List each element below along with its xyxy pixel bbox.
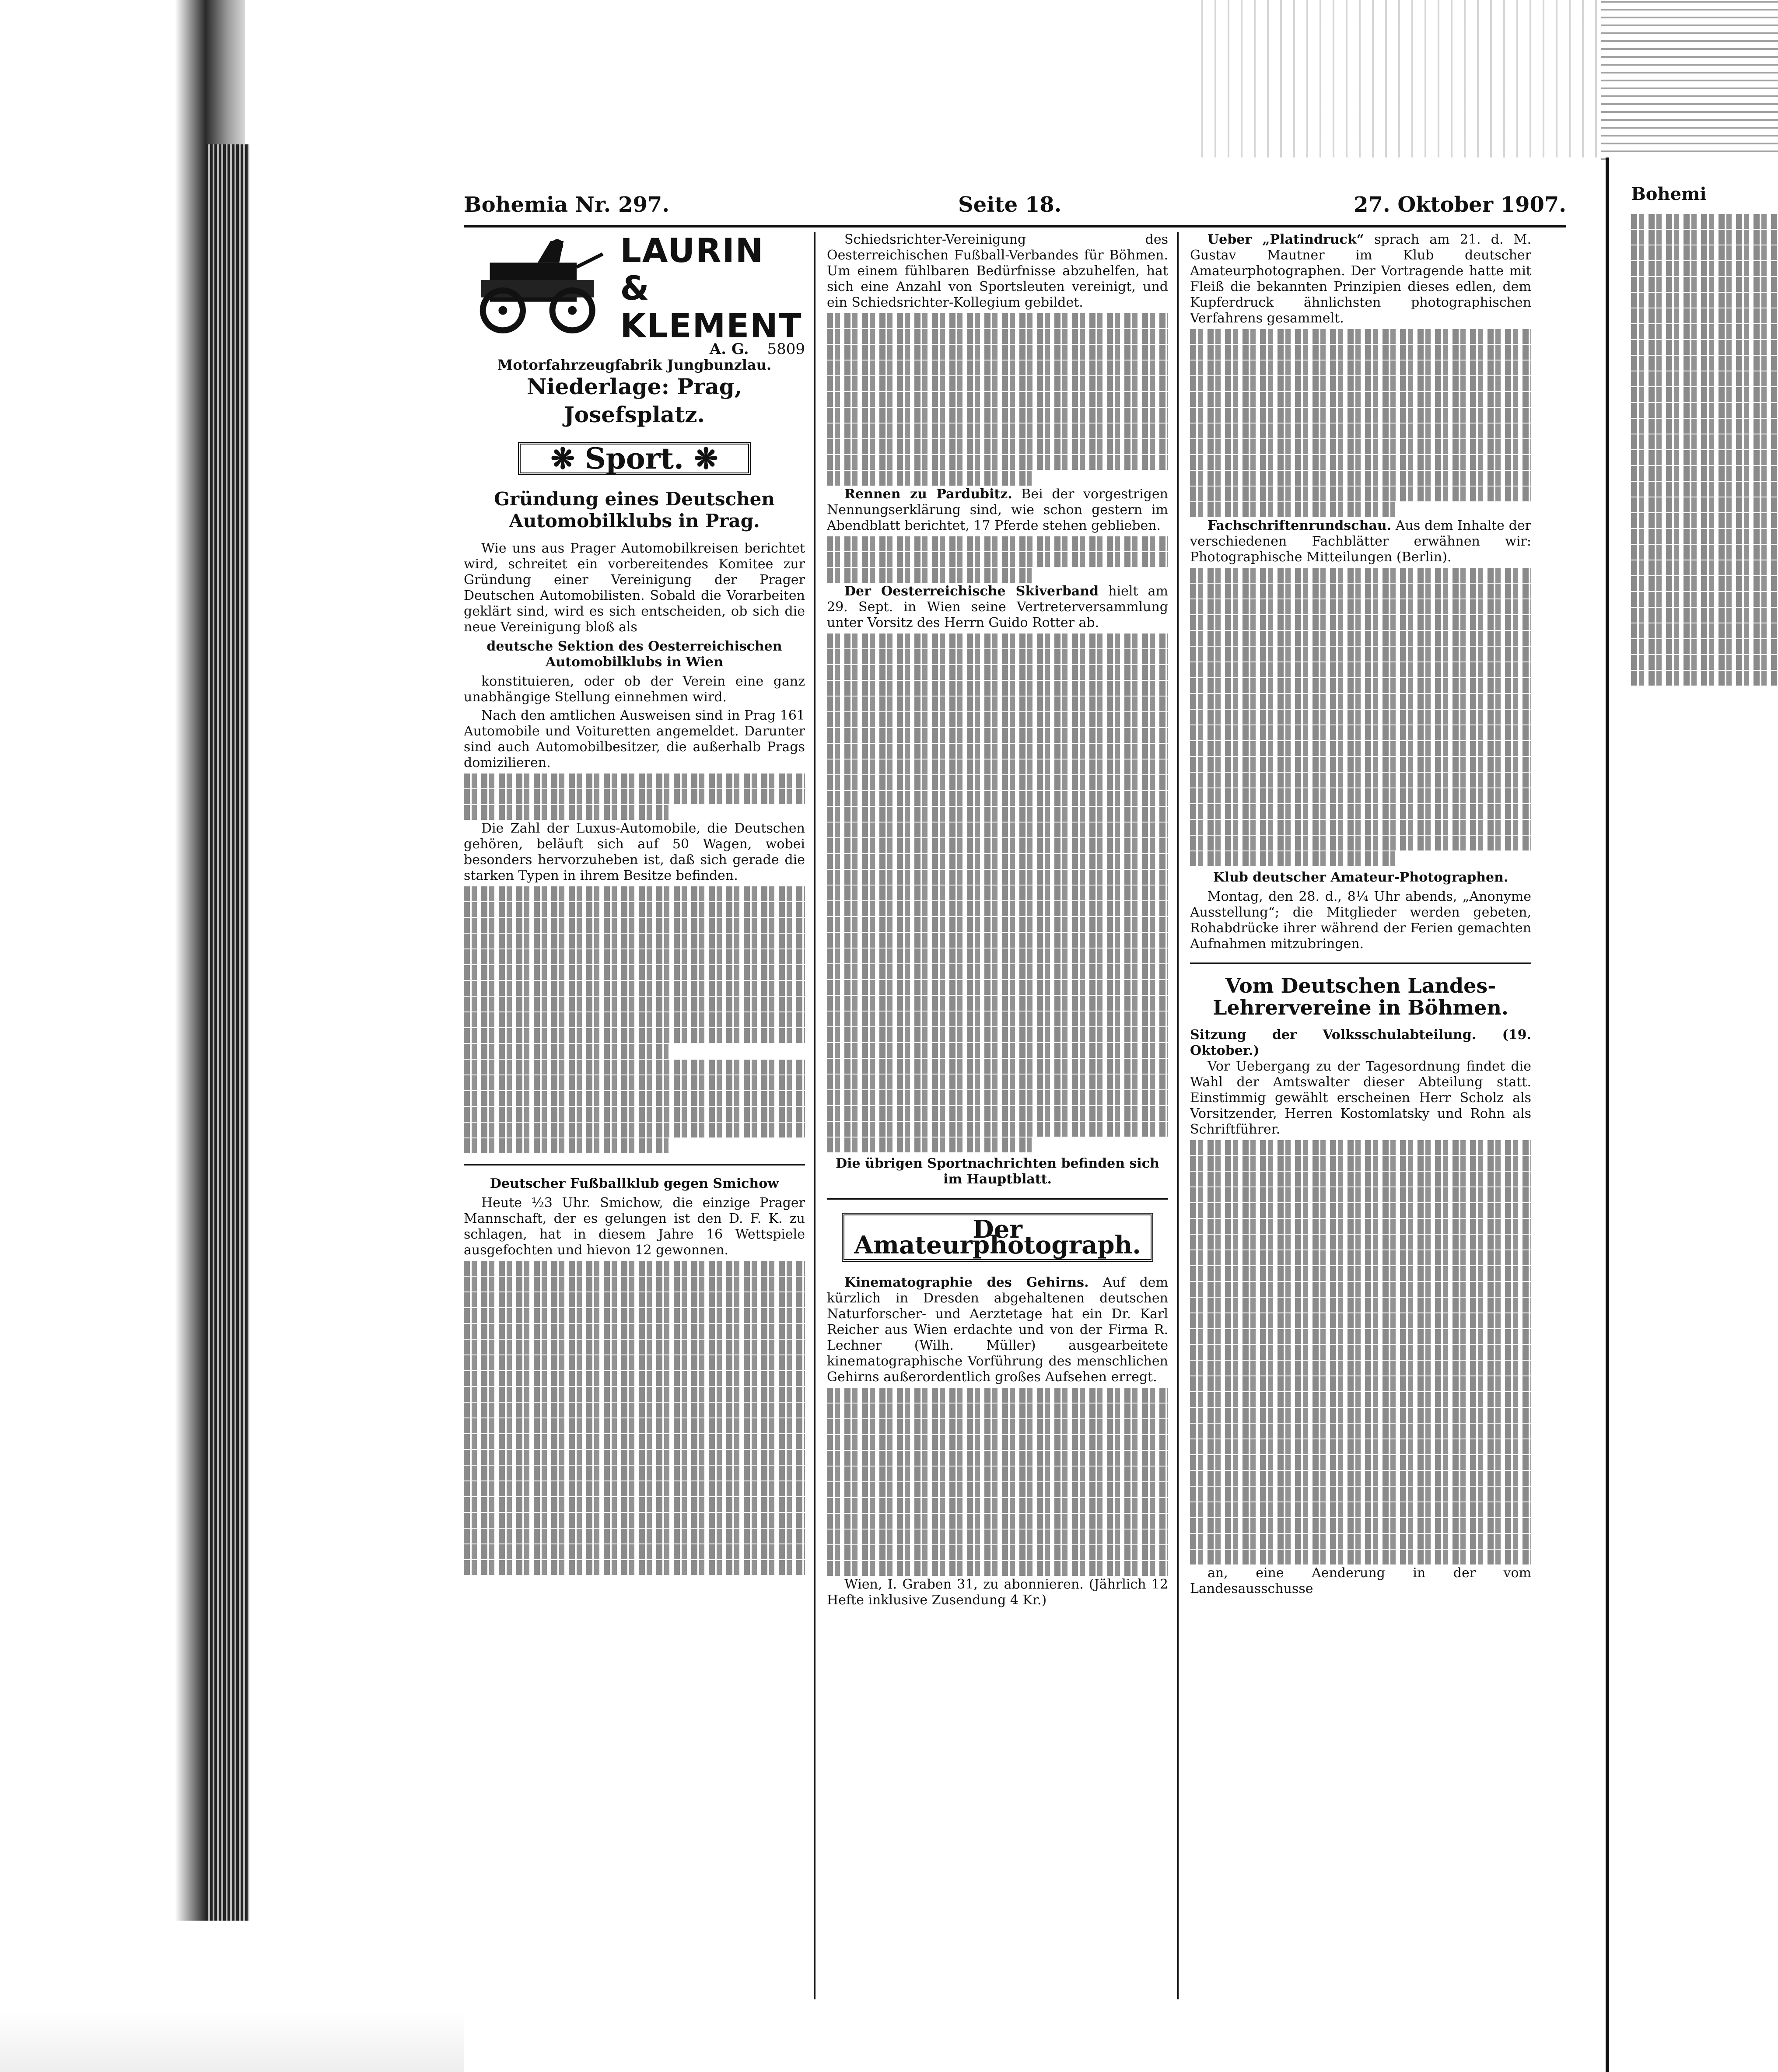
text-line xyxy=(1631,466,1778,481)
text-line xyxy=(1190,1534,1531,1549)
platin-headline: Ueber „Platindruck“ xyxy=(1208,232,1364,247)
text-line xyxy=(464,1261,805,1276)
text-line xyxy=(464,1466,805,1480)
text-line xyxy=(1190,1345,1531,1360)
article-paragraph: Schiedsrichter-Vereinigung des Oesterreichischen Fußball-Verbandes für Böhmen. Um einem fühlbaren Bedürfnisse abzuhelfen, hat sich eine Anzahl von Sportsleuten vereinigt, und ein Schiedsrichter-Kollegium gebildet. xyxy=(827,232,1168,310)
text-line xyxy=(464,1075,805,1090)
text-line xyxy=(1190,486,1531,501)
text-line xyxy=(464,1308,805,1323)
journals-headline: Fachschriftenrundschau. xyxy=(1208,518,1392,533)
text-line xyxy=(827,649,1168,664)
text-line xyxy=(464,1292,805,1307)
text-line xyxy=(1631,293,1778,308)
text-line xyxy=(827,360,1168,375)
ad-number: 5809 xyxy=(767,340,805,358)
text-line xyxy=(827,870,1168,885)
race-text: Bei der vorgestrigen Nennungserklärung sind, wie schon gestern im Abendblatt berichtet, 17 Pferde stehen geblieben. xyxy=(827,486,1168,533)
article-headline: Gründung eines Deutschen Automobilklubs in Prag. xyxy=(494,488,775,532)
text-line xyxy=(827,948,1168,963)
section-title-text: Sport. xyxy=(584,441,684,476)
text-line xyxy=(827,1561,1168,1576)
text-line xyxy=(827,376,1168,391)
text-line xyxy=(464,1418,805,1433)
text-line xyxy=(464,1028,805,1043)
text-line xyxy=(1631,277,1778,292)
text-line xyxy=(827,313,1168,328)
text-line xyxy=(1190,1376,1531,1391)
text-line xyxy=(827,1419,1168,1434)
text-line xyxy=(1190,1329,1531,1344)
text-line xyxy=(1190,1266,1531,1281)
text-line xyxy=(1190,1282,1531,1297)
text-line xyxy=(1190,1471,1531,1486)
article-paragraph: Wie uns aus Prager Automobilkreisen berichtet wird, schreitet ein vorbereitendes Komitee zur Gründung einer Vereinigung der Prager Deutschen Automobilisten. Sobald die Vorarbeiten geklärt sind, wird es sich entscheiden, ob sich die neue Vereinigung bloß als xyxy=(464,541,805,635)
text-line xyxy=(1190,1361,1531,1376)
column-divider xyxy=(1177,232,1179,1999)
text-line xyxy=(827,696,1168,711)
text-line xyxy=(1190,1203,1531,1218)
text-line xyxy=(1190,408,1531,423)
text-line xyxy=(1631,513,1778,528)
text-line xyxy=(827,886,1168,900)
text-line xyxy=(464,1387,805,1402)
text-line xyxy=(464,886,805,901)
text-line xyxy=(827,917,1168,932)
newspaper-page xyxy=(464,188,1566,2061)
text-line xyxy=(1631,340,1778,355)
text-line xyxy=(1190,631,1531,646)
teachers-headline: Vom Deutschen Landes-Lehrervereine in Böhmen. xyxy=(1213,974,1508,1019)
text-line xyxy=(827,1388,1168,1403)
text-line xyxy=(827,1074,1168,1089)
text-line xyxy=(464,965,805,980)
text-line xyxy=(464,902,805,917)
article-subhead: deutsche Sektion des Oesterreichischen Automobilklubs in Wien xyxy=(486,639,782,670)
text-line xyxy=(464,805,668,820)
text-line xyxy=(1631,576,1778,591)
text-line xyxy=(464,1138,668,1153)
section-title-amateurphotograph xyxy=(842,1213,1153,1262)
text-line xyxy=(827,1498,1168,1513)
text-line xyxy=(1190,439,1531,454)
text-line xyxy=(827,854,1168,869)
text-line xyxy=(1190,788,1531,803)
text-line xyxy=(1190,694,1531,709)
text-line xyxy=(1190,773,1531,788)
text-line xyxy=(1631,245,1778,260)
text-line xyxy=(464,1340,805,1354)
text-line xyxy=(827,712,1168,727)
text-line xyxy=(827,728,1168,743)
article-paragraph: an, eine Aenderung in der vom Landesausschusse xyxy=(1190,1565,1531,1596)
platin-text: sprach am 21. d. M. Gustav Mautner im Klub deutscher Amateurphotographen. Der Vortragende hatte mit Fleiß die bekannten Prinzipien dieses edlen, dem Kupferdruck ähnlichsten photographischen Verfahrens gesammelt. xyxy=(1190,232,1531,326)
text-line xyxy=(464,1123,805,1138)
text-line xyxy=(827,329,1168,344)
text-line xyxy=(464,1403,805,1418)
text-line xyxy=(1631,608,1778,623)
ad-outlet: Niederlage: Prag, Josefsplatz. xyxy=(526,374,742,427)
text-line xyxy=(464,981,805,996)
text-line xyxy=(1631,671,1778,686)
text-line xyxy=(827,1012,1168,1026)
adjacent-page-body xyxy=(1609,204,1778,686)
text-line xyxy=(827,1482,1168,1497)
text-line xyxy=(1190,1502,1531,1517)
text-line xyxy=(1631,592,1778,607)
text-line xyxy=(827,634,1168,648)
ski-text: hielt am 29. Sept. in Wien seine Vertreterversammlung unter Vorsitz des Herrn Guido Rotter ab. xyxy=(827,584,1168,630)
text-line xyxy=(1190,804,1531,819)
ornament-icon: ❋ xyxy=(550,441,585,476)
text-line xyxy=(1631,214,1778,229)
text-line xyxy=(1190,376,1531,391)
text-line xyxy=(1190,757,1531,772)
text-line xyxy=(1631,387,1778,402)
text-line xyxy=(827,408,1168,423)
separator xyxy=(464,1164,805,1166)
race-headline: Rennen zu Pardubitz. xyxy=(844,486,1012,502)
text-line xyxy=(1190,851,1395,866)
text-line xyxy=(827,552,1168,567)
issue-date: 27. Oktober 1907. xyxy=(1354,192,1566,217)
text-line xyxy=(464,1371,805,1386)
text-line xyxy=(827,933,1168,948)
text-line xyxy=(1190,1156,1531,1171)
text-line xyxy=(1190,471,1531,486)
text-line xyxy=(1631,230,1778,245)
text-line xyxy=(464,1091,805,1106)
text-line xyxy=(1190,1487,1531,1502)
text-line xyxy=(1190,1172,1531,1186)
text-line xyxy=(827,681,1168,696)
text-line xyxy=(1190,502,1395,517)
kinema-headline: Kinematographie des Gehirns. xyxy=(844,1275,1089,1290)
page-header xyxy=(464,188,1566,223)
text-line xyxy=(827,1530,1168,1544)
text-line xyxy=(1631,371,1778,386)
text-line xyxy=(1631,655,1778,670)
text-line xyxy=(1190,710,1531,724)
text-line xyxy=(464,1355,805,1370)
text-line xyxy=(1631,434,1778,449)
club-text: Montag, den 28. d., 8¼ Uhr abends, „Anonyme Ausstellung“; die Mitglieder werden gebeten, Rohabdrücke ihrer während der Ferien gemachten Aufnahmen mitzubringen. xyxy=(1190,889,1531,952)
kinema-text: Auf dem kürzlich in Dresden abgehaltenen deutschen Naturforscher- und Aerztetage hat ein Dr. Karl Reicher aus Wien erdachte und von der Firma R. Lechner (Wilh. Müller) ausgearbeitete kinematographische Vorführung des menschlichen Gehirns außerordentlich großes Aufsehen erregt. xyxy=(827,1275,1168,1385)
text-line xyxy=(1631,639,1778,654)
scan-artifact-right xyxy=(1601,0,1778,166)
text-line xyxy=(827,1138,1032,1152)
football-headline: Deutscher Fußballklub gegen Smichow xyxy=(490,1176,779,1191)
text-line xyxy=(827,980,1168,995)
text-line xyxy=(1631,403,1778,418)
text-line xyxy=(1190,455,1531,470)
text-line xyxy=(1631,623,1778,638)
text-line xyxy=(827,392,1168,407)
text-line xyxy=(464,1560,805,1575)
text-line xyxy=(827,744,1168,759)
text-line xyxy=(464,1450,805,1465)
text-line xyxy=(1190,1518,1531,1533)
text-line xyxy=(1190,584,1531,598)
article-paragraph: konstituieren, oder ob der Verein eine ganz unabhängige Stellung einnehmen wird. xyxy=(464,674,805,705)
text-line xyxy=(1631,356,1778,371)
column-1 xyxy=(464,232,805,1995)
text-line xyxy=(1190,1424,1531,1438)
text-line xyxy=(827,1466,1168,1481)
text-line xyxy=(464,949,805,964)
text-line xyxy=(827,996,1168,1011)
text-line xyxy=(464,1529,805,1544)
text-line xyxy=(827,760,1168,774)
text-line xyxy=(1190,1313,1531,1328)
text-line xyxy=(827,536,1168,551)
text-line xyxy=(464,1107,805,1122)
adjacent-page xyxy=(1606,158,1778,2072)
text-line xyxy=(827,345,1168,360)
text-line xyxy=(464,918,805,933)
text-line xyxy=(1190,1298,1531,1312)
text-line xyxy=(827,1545,1168,1560)
text-line xyxy=(827,1435,1168,1450)
text-line xyxy=(827,1027,1168,1042)
ad-factory: Motorfahrzeugfabrik Jungbunzlau. xyxy=(497,357,772,373)
text-line xyxy=(1190,725,1531,740)
brand-name xyxy=(620,232,805,345)
text-line xyxy=(827,1514,1168,1529)
text-line xyxy=(827,775,1168,790)
text-line xyxy=(1631,482,1778,497)
text-line xyxy=(827,791,1168,806)
article-paragraph: Nach den amtlichen Ausweisen sind in Prag 161 Automobile und Voituretten angemeldet. Darunter sind auch Automobilbesitzer, die außerhalb Prags domizilieren. xyxy=(464,708,805,770)
text-line xyxy=(464,1513,805,1528)
text-line xyxy=(827,1122,1168,1137)
text-line xyxy=(1190,1455,1531,1470)
advertisement-laurin-klement xyxy=(464,232,805,429)
column-2 xyxy=(827,232,1168,1995)
text-line xyxy=(1631,529,1778,544)
text-line xyxy=(827,439,1168,454)
paper-name-issue: Bohemia Nr. 297. xyxy=(464,192,669,217)
page-edges xyxy=(206,144,249,1921)
text-line xyxy=(1190,1550,1531,1564)
club-headline: Klub deutscher Amateur-Photographen. xyxy=(1213,870,1508,885)
text-line xyxy=(1190,1235,1531,1250)
text-line xyxy=(827,471,1032,486)
article-paragraph: Heute ½3 Uhr. Smichow, die einzige Prager Mannschaft, der es gelungen ist den D. F. K. zu schlagen, hat in diesem Jahre 16 Wettspiele ausgefochten und hievon 12 gewonnen. xyxy=(464,1195,805,1258)
car-illustration-icon xyxy=(464,232,620,337)
brand-line-1: LAURIN & xyxy=(620,232,764,308)
text-line xyxy=(827,1451,1168,1466)
text-line xyxy=(827,1043,1168,1058)
article-paragraph: Die Zahl der Luxus-Automobile, die Deutschen gehören, beläuft sich auf 50 Wagen, wobei besonders hervorzuheben ist, daß sich gerade die starken Typen in ihrem Besitze befinden. xyxy=(464,821,805,883)
brand-line-2: KLEMENT xyxy=(620,306,802,345)
text-line xyxy=(464,1324,805,1339)
text-line xyxy=(827,568,1032,583)
ad-ag: A. G. xyxy=(709,340,749,358)
text-line xyxy=(827,455,1168,470)
text-line xyxy=(827,807,1168,822)
text-line xyxy=(464,1277,805,1292)
text-line xyxy=(1190,836,1531,850)
adjacent-page-header: Bohemi xyxy=(1631,184,1707,204)
column-3 xyxy=(1190,232,1531,1995)
section-title-text: Der Amateurphotograph. xyxy=(854,1215,1141,1260)
scan-artifact-top xyxy=(1190,0,1606,158)
column-divider xyxy=(814,232,816,1999)
ski-headline: Der Oesterreichische Skiverband xyxy=(844,584,1099,599)
text-line xyxy=(1190,424,1531,438)
text-line xyxy=(1190,1140,1531,1155)
text-line xyxy=(1631,450,1778,465)
scan-margin xyxy=(0,1921,464,2072)
text-line xyxy=(1190,678,1531,693)
text-line xyxy=(1190,329,1531,344)
text-line xyxy=(827,1090,1168,1105)
text-line xyxy=(1190,568,1531,583)
separator xyxy=(827,1198,1168,1200)
text-line xyxy=(1631,308,1778,323)
journals-text: Aus dem Inhalte der verschiedenen Fachblätter erwähnen wir: Photographische Mitteilungen (Berlin). xyxy=(1190,518,1531,565)
text-line xyxy=(1190,1439,1531,1454)
article-paragraph: Wien, I. Graben 31, zu abonnieren. (Jährlich 12 Hefte inklusive Zusendung 4 Kr.) xyxy=(827,1577,1168,1608)
text-line xyxy=(1190,1392,1531,1407)
text-line xyxy=(827,822,1168,837)
text-line xyxy=(464,997,805,1012)
text-line xyxy=(827,901,1168,916)
section-title-sport xyxy=(518,442,751,475)
session-headline: Sitzung der Volksschulabteilung. (19. Oktober.) xyxy=(1190,1027,1531,1058)
text-line xyxy=(827,1059,1168,1074)
text-line xyxy=(1190,741,1531,756)
text-line xyxy=(1190,1187,1531,1202)
text-line xyxy=(827,1106,1168,1121)
text-line xyxy=(464,1012,805,1027)
text-line xyxy=(1190,360,1531,375)
text-line xyxy=(464,774,805,788)
session-text: Vor Uebergang zu der Tagesordnung findet die Wahl der Amtswalter dieser Abteilung statt. Einstimmig gewählt erscheinen Herr Scholz als Vorsitzender, Herren Kostomlatsky und Rohn als Schriftführer. xyxy=(1190,1059,1531,1137)
text-line xyxy=(464,934,805,948)
text-line xyxy=(827,1404,1168,1418)
text-line xyxy=(1631,324,1778,339)
text-line xyxy=(1631,560,1778,575)
text-line xyxy=(1631,419,1778,434)
text-line xyxy=(464,1544,805,1559)
text-line xyxy=(1190,599,1531,614)
separator xyxy=(1190,962,1531,964)
text-line xyxy=(1190,820,1531,835)
text-line xyxy=(1190,647,1531,662)
text-line xyxy=(464,1060,805,1074)
text-line xyxy=(827,424,1168,438)
text-line xyxy=(464,1434,805,1449)
text-line xyxy=(827,665,1168,680)
text-line xyxy=(827,964,1168,979)
text-line xyxy=(464,1497,805,1512)
text-line xyxy=(1631,545,1778,560)
text-line xyxy=(1190,392,1531,407)
text-line xyxy=(1190,1219,1531,1234)
header-rule xyxy=(464,225,1566,228)
text-line xyxy=(464,1481,805,1496)
text-line xyxy=(1631,497,1778,512)
page-number: Seite 18. xyxy=(958,192,1062,217)
text-line xyxy=(464,1044,668,1059)
text-line xyxy=(827,838,1168,853)
other-news-note: Die übrigen Sportnachrichten befinden sich im Hauptblatt. xyxy=(836,1156,1159,1187)
text-line xyxy=(1190,615,1531,630)
text-line xyxy=(1190,1250,1531,1265)
text-line xyxy=(1190,345,1531,360)
ornament-icon: ❋ xyxy=(684,441,718,476)
text-line xyxy=(464,789,805,804)
text-line xyxy=(1190,662,1531,677)
text-line xyxy=(1190,1408,1531,1423)
text-line xyxy=(1631,261,1778,276)
